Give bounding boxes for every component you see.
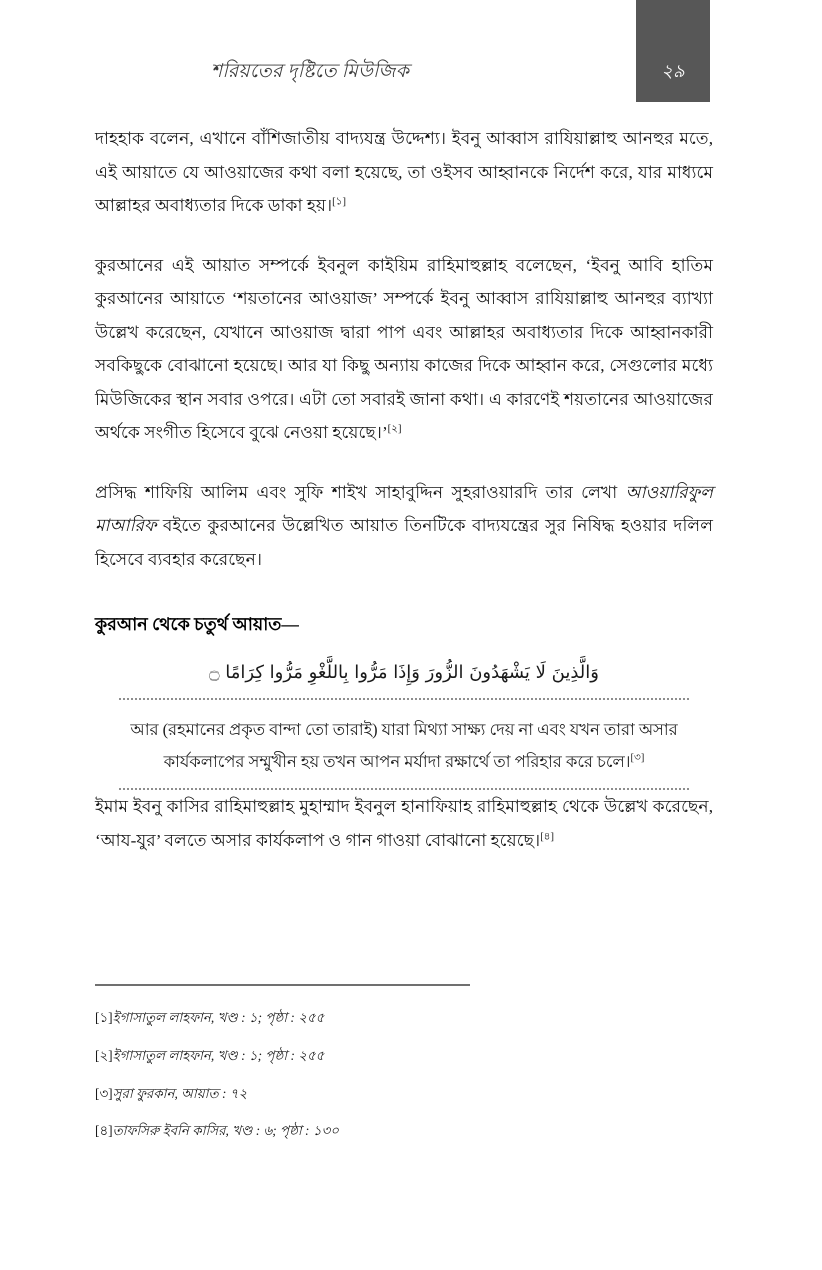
- paragraph-1-text: দাহহাক বলেন, এখানে বাঁশিজাতীয় বাদ্যযন্ত্র উদ্দেশ্য। ইবনু আব্বাস রাযিয়াল্লাহু আনহুর মতে, এই আয়াতে যে আওয়াজের কথা বলা হয়েছে, তা ওইসব আহ্বানকে নির্দেশ করে, যার মাধ্যমে আল্লাহর অবাধ্যতার দিকে ডাকা হয়।: [95, 129, 713, 216]
- footnote-marker-4: [৪]: [95, 1123, 113, 1139]
- paragraph-3-lead: প্রসিদ্ধ শাফিয়ি আলিম এবং সুফি শাইখ সাহাবুদ্দিন সুহরাওয়ারদি তার লেখা: [95, 482, 626, 502]
- paragraph-2-text: কুরআনের এই আয়াত সম্পর্কে ইবনুল কাইয়িম রাহিমাহুল্লাহ বলেছেন, ‘ইবনু আবি হাতিম কুরআনের আয়াতে ‘শয়তানের আওয়াজ’ সম্পর্কে ইবনু আব্বাস রাযিয়াল্লাহু আনহুর ব্যাখ্যা উল্লেখ করেছেন, যেখানে আওয়াজ দ্বারা পাপ এবং আল্লাহর অবাধ্যতার দিকে আহ্বানকারী সবকিছুকে বোঝানো হয়েছে। আর যা কিছু অন্যায় কাজের দিকে আহ্বান করে, সেগুলোর মধ্যে মিউজিকের স্থান সবার ওপরে। এটা তো সবারই জানা কথা। এ কারণেই শয়তানের আওয়াজের অর্থকে সংগীত হিসেবে বুঝে নেওয়া হয়েছে।’: [95, 255, 713, 443]
- footnote-item-2: [95, 1046, 715, 1067]
- footnote-ref-4[interactable]: [৪]: [540, 831, 554, 843]
- footnote-text-1: ইগাসাতুল লাহফান, খণ্ড : ১; পৃষ্ঠা : ২৫৫: [112, 1010, 325, 1025]
- translation-text: [125, 714, 683, 778]
- footnote-separator-rule: [95, 984, 470, 986]
- footnote-text-2: ইগাসাতুল লাহফান, খণ্ড : ১; পৃষ্ঠা : ২৫৫: [112, 1047, 325, 1063]
- paragraph-4-text: ইমাম ইবনু কাসির রাহিমাহুল্লাহ মুহাম্মাদ ইবনুল হানাফিয়াহ রাহিমাহুল্লাহ থেকে উল্লেখ করেছেন, ‘আয-যুর’ বলতে অসার কার্যকলাপ ও গান গাওয়া বোঝানো হয়েছে।: [95, 797, 713, 850]
- footnote-ref-1[interactable]: [১]: [332, 196, 346, 208]
- footnote-marker-2: [২]: [95, 1047, 113, 1063]
- footnote-item-4: [95, 1121, 715, 1142]
- paragraph-1: [95, 122, 713, 223]
- footnote-item-1: [95, 1008, 715, 1029]
- paragraph-3-tail: বইতে কুরআনের উল্লেখিত আয়াত তিনটিকে বাদ্যযন্ত্রের সুর নিষিদ্ধ হওয়ার দলিল হিসেবে ব্যবহার করেছেন।: [95, 516, 713, 569]
- page-header: [0, 0, 822, 110]
- footnote-ref-3[interactable]: [৩]: [630, 752, 645, 764]
- footnote-item-3: [95, 1084, 715, 1105]
- footnote-marker-3: [৩]: [95, 1085, 113, 1101]
- footnotes-section: [95, 984, 715, 1159]
- footnote-text-3: সুরা ফুরকান, আয়াত : ৭২: [112, 1085, 248, 1101]
- page-content: [95, 122, 713, 857]
- paragraph-3: [95, 476, 713, 577]
- footnote-ref-2[interactable]: [২]: [387, 423, 402, 435]
- translation-block: [119, 698, 689, 790]
- book-title-awariful-maarif: আওয়ারিফুল মাআরিফ: [95, 482, 713, 536]
- page-number: ২৯: [661, 61, 685, 81]
- section-heading-fourth-ayah: কুরআন থেকে চতুর্থ আয়াত—: [95, 614, 299, 635]
- footnote-marker-1: [১]: [95, 1010, 113, 1025]
- page-number-box: [636, 0, 710, 102]
- paragraph-4: [95, 790, 713, 857]
- footnote-text-4: তাফসিরু ইবনি কাসির, খণ্ড : ৬; পৃষ্ঠা : ১৩০: [112, 1123, 339, 1139]
- running-head-title: শরিয়তের দৃষ্টিতে মিউজিক: [210, 61, 410, 82]
- paragraph-2: [95, 249, 713, 450]
- arabic-verse-text: وَالَّذِينَ لَا يَشْهَدُونَ الزُّورَ وَإِذَا مَرُّوا بِاللَّغْوِ مَرُّوا كِرَامًا ۝: [209, 662, 599, 684]
- translation-body: আর (রহমানের প্রকৃত বান্দা তো তারাই) যারা মিথ্যা সাক্ষ্য দেয় না এবং যখন তারা অসার কার্যকলাপের সম্মুখীন হয় তখন আপন মর্যাদা রক্ষার্থে তা পরিহার করে চলে।: [130, 720, 678, 772]
